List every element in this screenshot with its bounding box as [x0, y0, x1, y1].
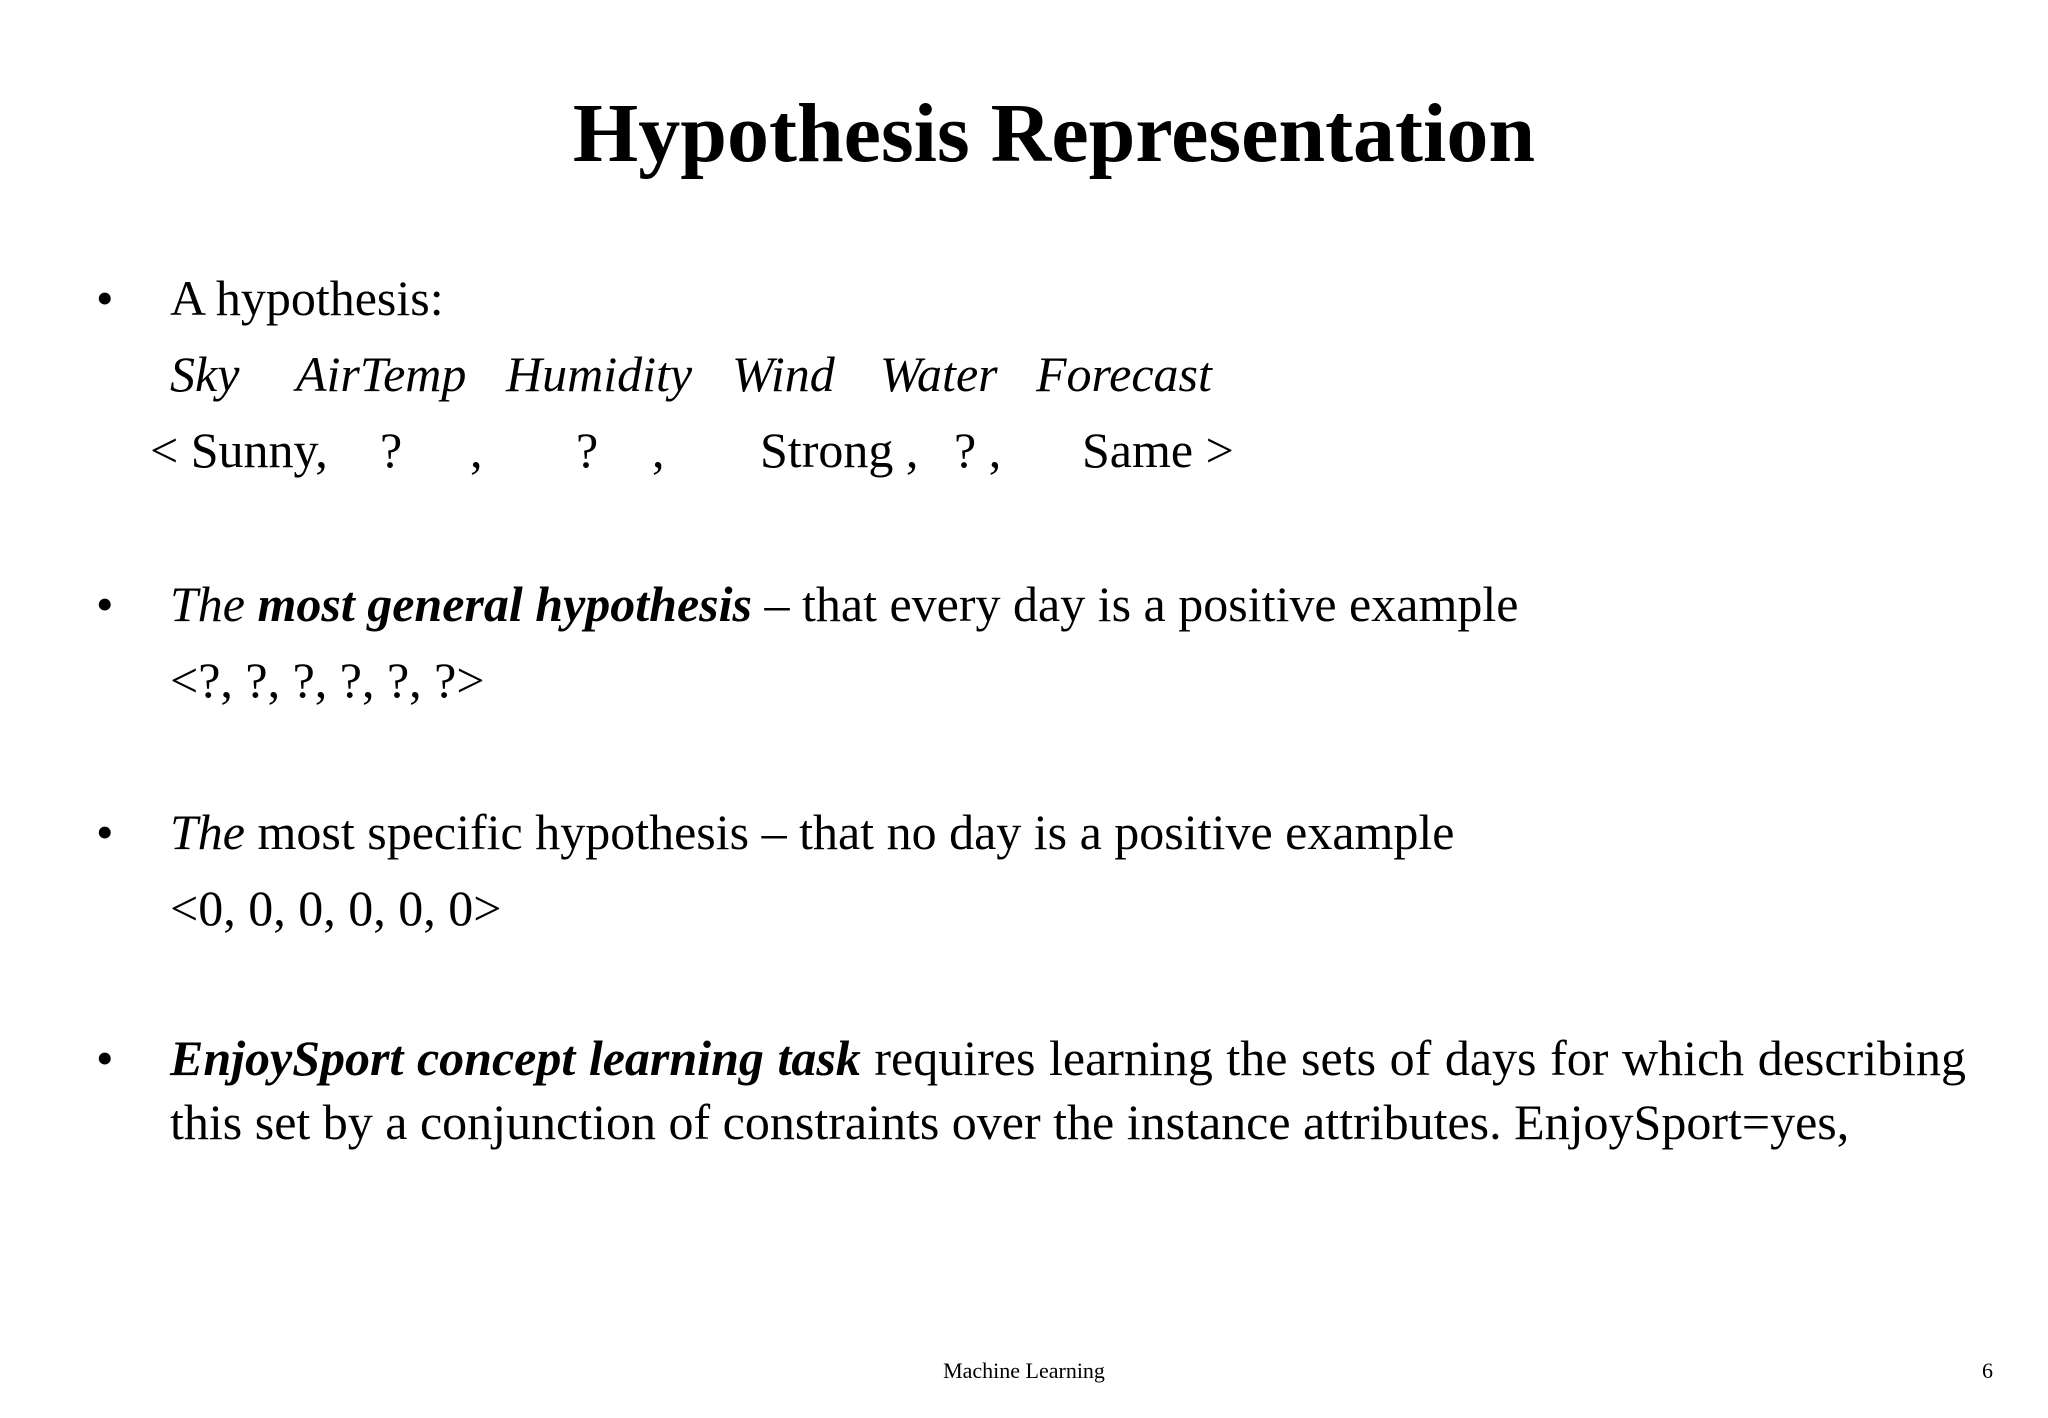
bullet-marker: • [96, 1030, 114, 1086]
footer-course: Machine Learning [943, 1358, 1105, 1383]
attribute-sky: Sky [170, 346, 240, 402]
value-comma: , [470, 422, 483, 478]
value-water: ? , [954, 422, 1002, 478]
slide-title: Hypothesis Representation [572, 87, 1536, 180]
hypothesis-intro: A hypothesis: [170, 270, 444, 326]
bullet-marker: • [96, 270, 114, 326]
general-hypothesis-desc: – that every day is a positive example [751, 576, 1519, 632]
general-hypothesis-example: <?, ?, ?, ?, ?, ?> [170, 652, 485, 708]
value-comma: , [652, 422, 665, 478]
specific-hypothesis-desc: most specific hypothesis – that no day is a positive example [245, 804, 1455, 860]
attribute-humidity: Humidity [506, 346, 693, 402]
value-airtemp: ? [380, 422, 403, 478]
enjoysport-desc: requires learning the sets of days for which describing this set by a conjunction of constraints over the instance attributes. EnjoySport=yes, [170, 1030, 1966, 1150]
value-forecast: Same > [1082, 422, 1234, 478]
page-number: 6 [1982, 1358, 1993, 1383]
bullet-marker: • [96, 576, 114, 632]
specific-hypothesis-text [170, 802, 1455, 862]
attribute-airtemp: AirTemp [296, 346, 467, 402]
attribute-forecast: Forecast [1036, 346, 1212, 402]
general-hypothesis-text [170, 574, 1518, 634]
the-word: The [170, 576, 245, 632]
bullet-marker: • [96, 804, 114, 860]
attribute-water: Water [880, 346, 998, 402]
the-word: The [170, 804, 245, 860]
value-sky: < Sunny, [150, 422, 328, 478]
enjoysport-term: EnjoySport concept learning task [170, 1030, 861, 1086]
attribute-wind: Wind [732, 346, 835, 402]
general-hypothesis-term: most general hypothesis [257, 576, 752, 632]
specific-hypothesis-example: <0, 0, 0, 0, 0, 0> [170, 880, 502, 936]
value-wind: Strong , [760, 422, 919, 478]
value-humidity: ? [576, 422, 599, 478]
enjoysport-paragraph [170, 1026, 1966, 1154]
